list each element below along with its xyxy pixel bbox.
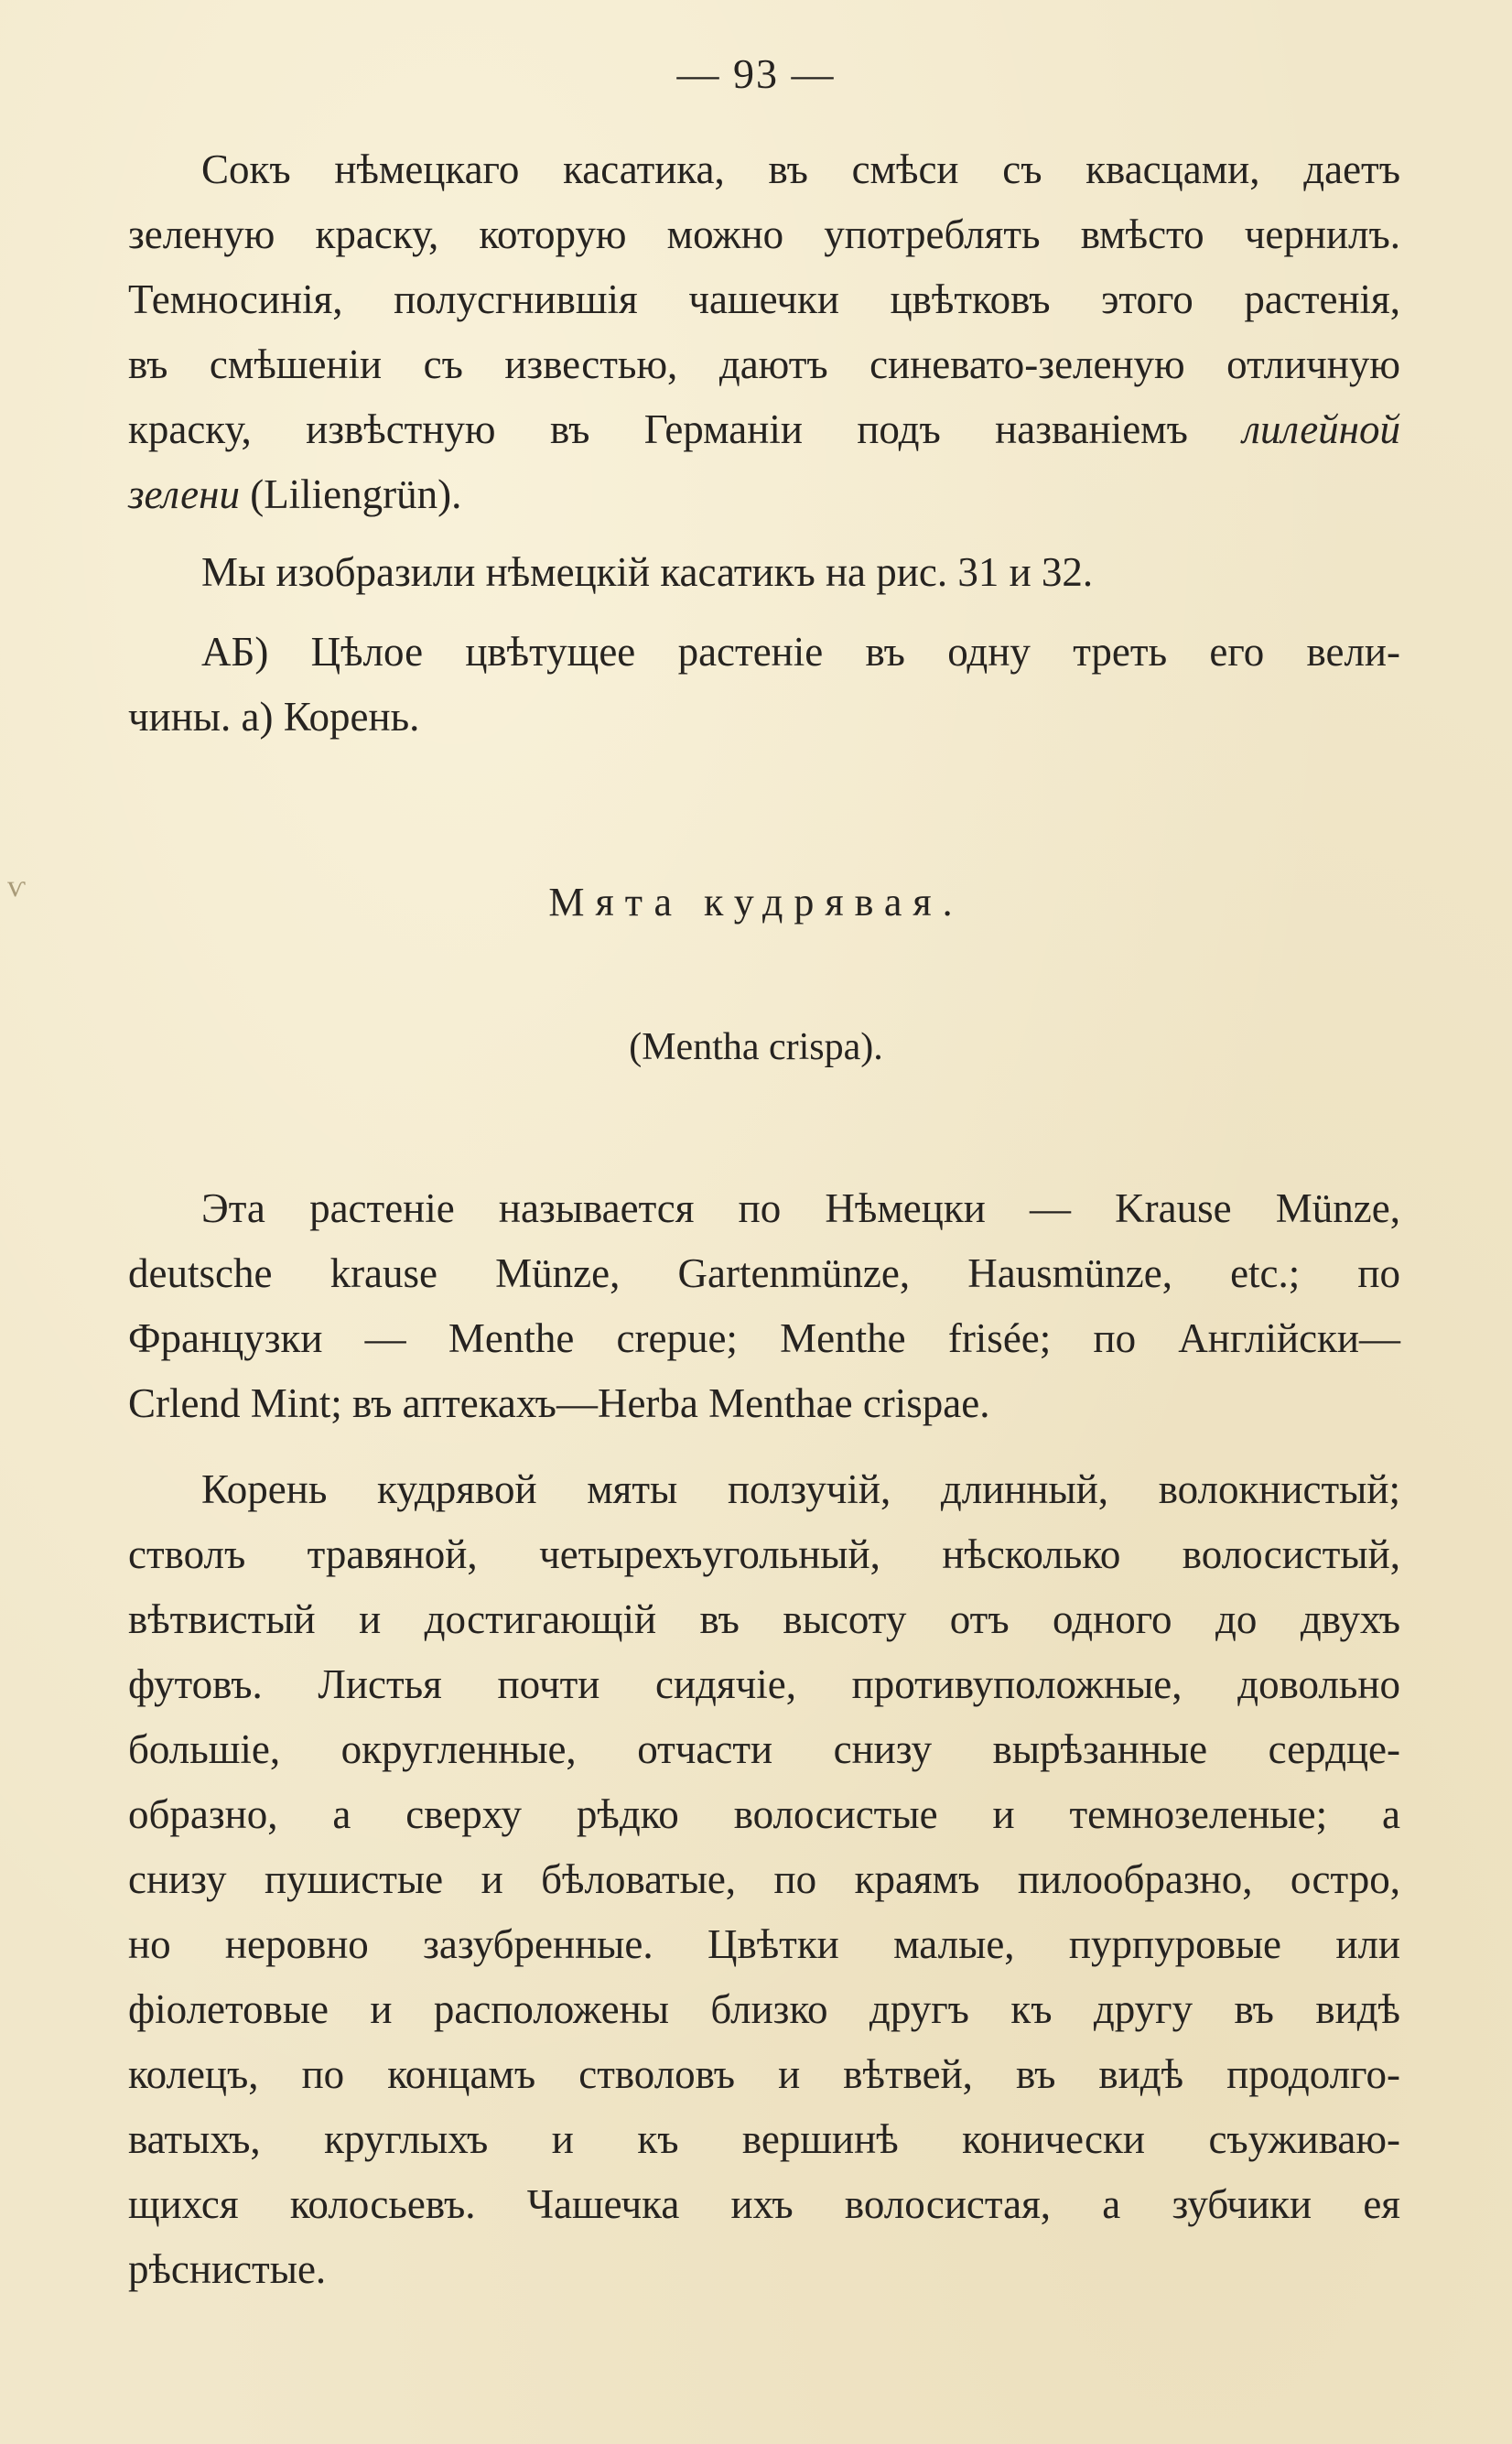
text-line: Корень кудрявой мяты ползучій, длинный, волокнистый; <box>201 1466 1400 1512</box>
paragraph-figure-legend <box>128 620 1400 750</box>
margin-mark: ѵ <box>7 870 27 903</box>
text-line: чины. а) Корень. <box>128 694 420 740</box>
text-line: ватыхъ, круглыхъ и къ вершинѣ конически съуживаю- <box>128 2116 1400 2162</box>
text-line: краску, извѣстную въ Германіи подъ названіемъ лилейной <box>128 406 1400 452</box>
text-line: Мы изобразили нѣмецкій касатикъ на рис. 31 и 32. <box>201 549 1094 595</box>
text-line: образно, а сверху рѣдко волосистые и темнозеленые; а <box>128 1791 1400 1837</box>
text-line: снизу пушистые и бѣловатые, по краямъ пилообразно, остро, <box>128 1856 1400 1902</box>
text-line: Сокъ нѣмецкаго касатика, въ смѣси съ квасцами, даетъ <box>201 146 1400 192</box>
text-line: АБ) Цѣлое цвѣтущее растеніе въ одну треть его вели- <box>201 629 1400 675</box>
latin-name: (Mentha crispa). <box>629 1026 883 1068</box>
text-line: большіе, округленные, отчасти снизу вырѣзанные сердце- <box>128 1726 1400 1772</box>
text-line: но неровно зазубренные. Цвѣтки малые, пурпуровые или <box>128 1921 1400 1967</box>
text-line: колецъ, по концамъ стволовъ и вѣтвей, въ видѣ продолго- <box>128 2051 1400 2097</box>
text-line: вѣтвистый и достигающій въ высоту отъ одного до двухъ <box>128 1596 1400 1642</box>
section-heading: Мята кудрявая. <box>548 880 964 925</box>
text-line: футовъ. Листья почти сидячіе, противуположные, довольно <box>128 1661 1400 1707</box>
text-line: Темносинія, полусгнившія чашечки цвѣтковъ этого растенія, <box>128 276 1400 322</box>
text-line: въ смѣшеніи съ известью, даютъ синевато-зеленую отличную <box>128 341 1400 387</box>
text-line: Французки — Menthe crepue; Menthe frisée; по Англійски— <box>128 1315 1400 1361</box>
paragraph-common-names <box>128 1176 1400 1436</box>
paragraph-iris-dye <box>128 137 1400 527</box>
text-line: фіолетовые и расположены близко другъ къ другу въ видѣ <box>128 1986 1400 2032</box>
text-line: зелени (Liliengrün). <box>128 471 462 517</box>
text-line: рѣснистые. <box>128 2246 327 2292</box>
text-line: Crlend Mint; въ аптекахъ—Herba Menthae crispae. <box>128 1380 990 1426</box>
paragraph-plant-description <box>128 1457 1400 2302</box>
text-line: стволъ травяной, четырехъугольный, нѣсколько волосистый, <box>128 1531 1400 1577</box>
paragraph-figure-reference <box>128 540 1400 605</box>
text-line: deutsche krause Münze, Gartenmünze, Hausmünze, etc.; по <box>128 1250 1400 1296</box>
text-line: Эта растеніе называется по Нѣмецки — Krause Münze, <box>201 1185 1400 1231</box>
text-line: зеленую краску, которую можно употреблять вмѣсто чернилъ. <box>128 211 1400 257</box>
text-line: щихся колосьевъ. Чашечка ихъ волосистая, а зубчики ея <box>128 2181 1400 2227</box>
page-number: — 93 — <box>676 50 836 97</box>
italic-term: зелени <box>128 471 240 517</box>
italic-term: лилейной <box>1242 406 1400 452</box>
